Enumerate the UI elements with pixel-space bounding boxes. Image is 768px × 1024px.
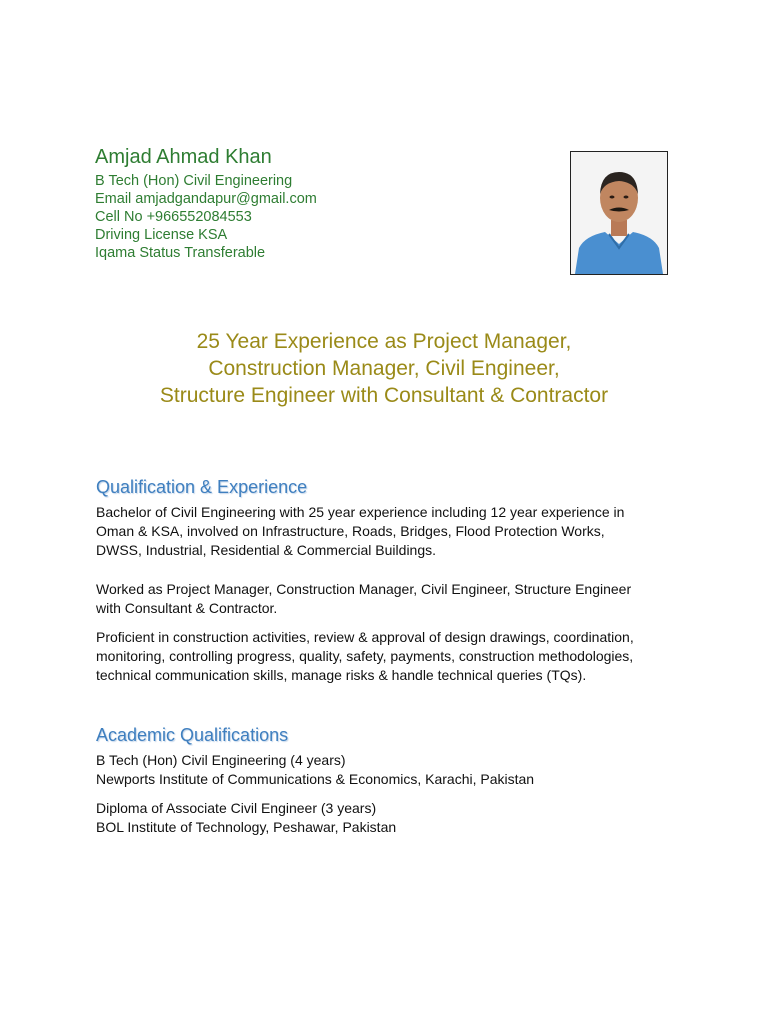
contact-block xyxy=(95,144,317,262)
academic-title: Academic Qualifications xyxy=(96,725,289,745)
headline-line-1: 25 Year Experience as Project Manager, xyxy=(196,330,572,353)
candidate-name: Amjad Ahmad Khan xyxy=(95,146,272,168)
profile-photo-icon xyxy=(571,152,667,274)
text-line: with Consultant & Contractor. xyxy=(96,600,278,616)
academic-item-2 xyxy=(96,799,696,837)
text-line: Worked as Project Manager, Construction Manager, Civil Engineer, Structure Engineer xyxy=(96,581,632,597)
academic-degree: Diploma of Associate Civil Engineer (3 years) xyxy=(96,800,377,816)
qualification-title: Qualification & Experience xyxy=(96,477,308,497)
text-line: Proficient in construction activities, review & approval of design drawings, coordination, xyxy=(96,629,634,645)
qualification-paragraph-3 xyxy=(96,628,696,685)
qualification-paragraph-1 xyxy=(96,503,696,560)
degree-line: B Tech (Hon) Civil Engineering xyxy=(95,173,293,189)
qualification-paragraph-2 xyxy=(96,580,696,618)
license-line: Driving License KSA xyxy=(95,227,228,243)
text-line: technical communication skills, manage risks & handle technical queries (TQs). xyxy=(96,667,587,683)
academic-school: BOL Institute of Technology, Peshawar, Pakistan xyxy=(96,819,397,835)
cell-line: Cell No +966552084553 xyxy=(95,209,252,225)
email-line: Email amjadgandapur@gmail.com xyxy=(95,191,317,207)
text-line: Oman & KSA, involved on Infrastructure, Roads, Bridges, Flood Protection Works, xyxy=(96,523,605,539)
text-line: Bachelor of Civil Engineering with 25 year experience including 12 year experience in xyxy=(96,504,625,520)
profile-photo xyxy=(570,151,668,275)
text-line: monitoring, controlling progress, quality, safety, payments, construction methodologies, xyxy=(96,648,634,664)
academic-item-1 xyxy=(96,751,696,789)
academic-degree: B Tech (Hon) Civil Engineering (4 years) xyxy=(96,752,346,768)
headline-line-2: Construction Manager, Civil Engineer, xyxy=(208,357,560,380)
text-line: DWSS, Industrial, Residential & Commercial Buildings. xyxy=(96,542,437,558)
headline-line-3: Structure Engineer with Consultant & Contractor xyxy=(159,384,609,407)
experience-headline xyxy=(60,328,708,409)
iqama-line: Iqama Status Transferable xyxy=(95,245,266,261)
academic-school: Newports Institute of Communications & Economics, Karachi, Pakistan xyxy=(96,771,535,787)
